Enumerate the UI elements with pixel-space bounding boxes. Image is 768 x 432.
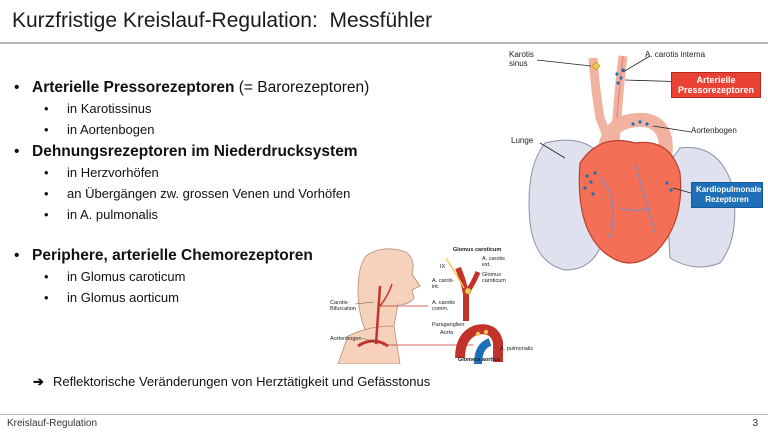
box-line: Rezeptoren <box>705 195 749 204</box>
label-glomus-caroticum: Glomus caroticum <box>453 247 502 253</box>
label-pulmonalis: A. pulmonalis <box>500 346 534 352</box>
label-line: Bifurcation <box>330 306 356 312</box>
label-aorta: Aorta <box>440 330 454 336</box>
bullet-bold: Dehnungsrezeptoren im Niederdrucksystem <box>32 143 358 160</box>
box-arterielle-pressorezeptoren <box>671 72 761 98</box>
label-line: A. caroti- <box>432 278 455 284</box>
page-number: 3 <box>752 418 758 429</box>
bullet-pressorezeptoren <box>10 78 490 100</box>
bullet-bold: Arterielle Pressorezeptoren <box>32 79 235 96</box>
glomus-figure <box>328 246 534 364</box>
label-line: caroticum <box>482 278 506 284</box>
footer-divider <box>0 414 768 415</box>
sub-bullet: • in Herzvorhöfen <box>10 164 490 185</box>
label-line: A. carotis <box>432 300 455 306</box>
label-line: ext. <box>482 262 491 268</box>
box-line: Pressorezeptoren <box>677 85 755 95</box>
label-karotis: Karotis <box>509 50 534 59</box>
bullet-bold: Periphere, arterielle Chemorezeptoren <box>32 247 313 264</box>
label-carotis-ext <box>482 256 505 268</box>
label-line: Carotis- <box>330 300 350 306</box>
heart-lung-figure <box>505 48 763 278</box>
label-carotis-comm <box>432 300 455 312</box>
label-sinus: sinus <box>509 59 528 68</box>
box-line: Kardiopulmonale <box>696 185 762 194</box>
sub-bullet: • in Glomus aorticum <box>10 289 490 310</box>
conclusion <box>33 374 430 390</box>
title-divider <box>0 42 768 44</box>
label-glomera-aortica: Glomera aortica <box>458 357 500 363</box>
label-line: Glomus <box>482 272 501 278</box>
box-kardiopulmonale-rezeptoren <box>691 182 763 208</box>
sub-bullet: • in A. pulmonalis <box>10 206 490 227</box>
label-aortenbogen-small: Aortenbogen <box>330 336 362 342</box>
spacer <box>10 227 490 246</box>
sub-bullet: • in Aortenbogen <box>10 121 490 142</box>
sub-bullet: • an Übergängen zw. grossen Venen und Vorhöfen <box>10 185 490 206</box>
label-glomus-car <box>482 272 506 284</box>
label-line: A. carotis <box>482 256 505 262</box>
conclusion-text: Reflektorische Veränderungen von Herztätigkeit und Gefässtonus <box>53 374 431 389</box>
bullet-dehnungsrezeptoren <box>10 142 490 164</box>
slide-title: Kurzfristige Kreislauf-Regulation: Messfühler <box>12 9 433 32</box>
label-paraganglien: Paraganglien <box>432 322 465 328</box>
label-carotis-int <box>432 278 454 290</box>
label-ix: IX <box>440 264 446 270</box>
label-lunge: Lunge <box>511 136 534 145</box>
sub-bullet: • in Karotissinus <box>10 100 490 121</box>
sub-bullet: • in Glomus caroticum <box>10 268 490 289</box>
label-line: comm. <box>432 306 449 312</box>
label-carotis-bifurcation <box>330 300 356 312</box>
box-line: Arterielle <box>696 75 736 85</box>
label-carotis-interna: A. carotis interna <box>645 50 706 59</box>
footer-title: Kreislauf-Regulation <box>7 418 98 429</box>
right-arrow-icon: ➔ <box>33 374 44 389</box>
label-aortenbogen: Aortenbogen <box>691 126 737 135</box>
bullet-text: (= Barorezeptoren) <box>234 79 370 96</box>
label-line: int. <box>432 284 440 290</box>
